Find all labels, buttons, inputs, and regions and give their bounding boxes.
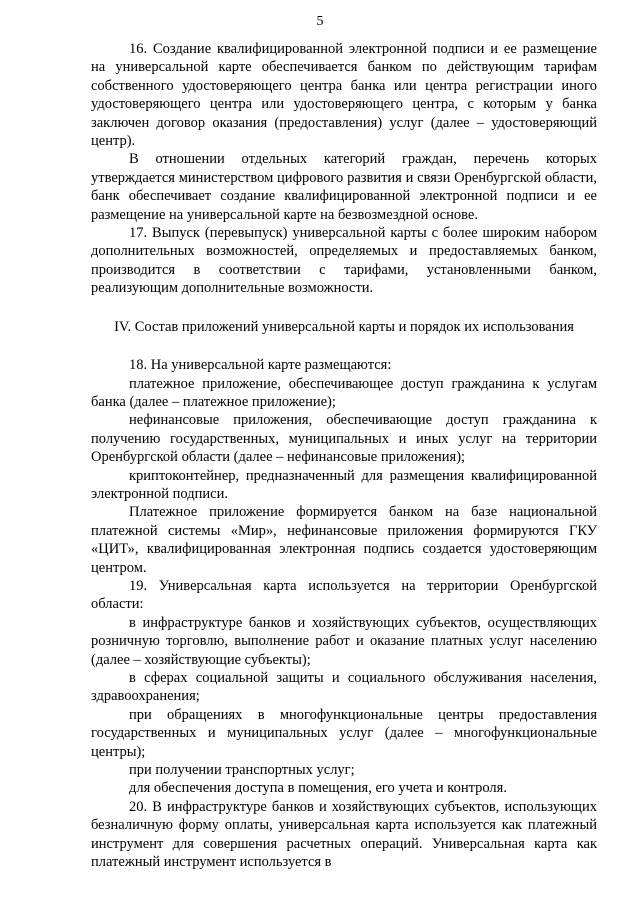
list-item-nonfinancial-apps: нефинансовые приложения, обеспечивающие доступ гражданина к получению государственных, муниципальных и иных услуг на территории Оренбургской области (далее – нефинансовые приложения); bbox=[91, 412, 597, 466]
list-item-social-sphere: в сферах социальной защиты и социального обслуживания населения, здравоохранения; bbox=[91, 670, 597, 705]
list-item-mfc: при обращениях в многофункциональные центры предоставления государственных и муниципальных услуг (далее – многофункциональные центры); bbox=[91, 706, 597, 760]
list-item-banks-infrastructure: в инфраструктуре банков и хозяйствующих субъектов, осуществляющих розничную торговлю, выполнение работ и оказание платных услуг населению (далее – хозяйствующие субъекты); bbox=[91, 614, 597, 668]
paragraph-19: 19. Универсальная карта используется на территории Оренбургской области: bbox=[91, 577, 597, 613]
page-number: 5 bbox=[316, 14, 324, 29]
paragraph-20: 20. В инфраструктуре банков и хозяйствующих субъектов, использующих безналичную форму оплаты, универсальная карта используется как платежный инструмент для совершения расчетных операций. Универсальная карта как платежный инструмент используется в bbox=[91, 798, 597, 871]
list-item-cryptocontainer: криптоконтейнер, предназначенный для размещения квалифицированной электронной подписи. bbox=[91, 467, 597, 502]
paragraph-16: 16. Создание квалифицированной электронной подписи и ее размещение на универсальной карте обеспечивается банком по действующим тарифам собственного удостоверяющего центра банка или центра регистрации иного удостоверяющего центра или удостоверяющего центра, с которым у банка заключен договор оказания (предоставления) услуг (далее – удостоверяющий центр). bbox=[91, 41, 597, 150]
paragraph-17: 17. Выпуск (перевыпуск) универсальной карты с более широким набором дополнительных возможностей, определяемых и предоставляемых банком, производится в соответствии с тарифами, установленными банком, реализующим дополнительные возможности. bbox=[91, 225, 597, 297]
list-item-payment-app: платежное приложение, обеспечивающее доступ гражданина к услугам банка (далее – платежное приложение); bbox=[91, 375, 597, 410]
paragraph-payment-app-basis: Платежное приложение формируется банком на базе национальной платежной системы «Мир», нефинансовые приложения формируются ГКУ «ЦИТ», квалифицированная электронная подпись создается удостоверяющим центром. bbox=[91, 504, 597, 576]
list-item-transport: при получении транспортных услуг; bbox=[129, 762, 355, 779]
list-item-access-control: для обеспечения доступа в помещения, его учета и контроля. bbox=[129, 780, 507, 797]
paragraph-18: 18. На универсальной карте размещаются: bbox=[129, 357, 392, 374]
document-body bbox=[91, 40, 597, 871]
paragraph-16-free: В отношении отдельных категорий граждан, перечень которых утверждается министерством цифрового развития и связи Оренбургской области, банк обеспечивает создание квалифицированной электронной подписи и ее размещение на универсальной карте на безвозмездной основе. bbox=[91, 151, 597, 223]
section-heading: IV. Состав приложений универсальной карты и порядок их использования bbox=[114, 318, 574, 335]
